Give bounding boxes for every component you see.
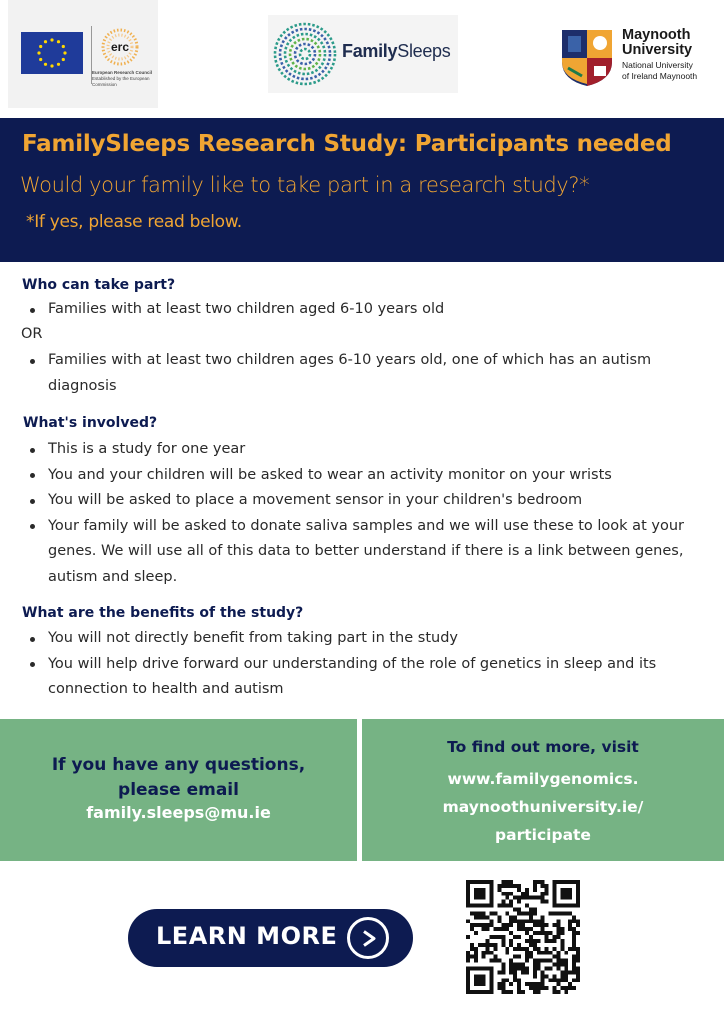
page-note: *If yes, please read below. bbox=[26, 212, 242, 232]
url-line2: maynoothuniversity.ie/ bbox=[442, 798, 644, 816]
list-item: You will help drive forward our understanding of the role of genetics in sleep and its connection to health and autism bbox=[22, 652, 702, 703]
eligibility-list-b bbox=[22, 348, 682, 399]
section-heading-benefits: What are the benefits of the study? bbox=[22, 605, 304, 621]
list-item: This is a study for one year bbox=[22, 437, 702, 463]
maynooth-line1: Maynooth bbox=[622, 27, 691, 43]
familysleeps-name-part1: Family bbox=[342, 41, 398, 61]
benefits-list bbox=[22, 626, 702, 703]
involvement-list bbox=[22, 437, 702, 590]
list-item: Families with at least two children aged 6-10 years old bbox=[22, 297, 702, 323]
familysleeps-logo bbox=[268, 15, 458, 93]
erc-caption-name: European Research Council bbox=[92, 70, 153, 75]
eligibility-list-a bbox=[22, 297, 702, 323]
page-title: FamilySleeps Research Study: Participants needed bbox=[22, 131, 672, 157]
find-out-more-label: To find out more, visit bbox=[447, 738, 639, 756]
erc-mark-text: erc bbox=[110, 40, 130, 54]
eu-flag-icon bbox=[21, 32, 83, 74]
page-subtitle: Would your family like to take part in a research study?* bbox=[20, 173, 590, 197]
crest-icon bbox=[560, 28, 614, 88]
contact-website-box bbox=[362, 719, 724, 861]
questions-line1: If you have any questions, bbox=[51, 755, 306, 775]
email-link[interactable]: family.sleeps@mu.ie bbox=[86, 803, 271, 822]
list-item: You and your children will be asked to wear an activity monitor on your wrists bbox=[22, 463, 702, 489]
maynooth-line3: National University bbox=[622, 60, 693, 70]
header-banner bbox=[0, 118, 724, 262]
erc-mark bbox=[100, 27, 140, 67]
maynooth-line2: University bbox=[622, 42, 693, 58]
learn-more-button[interactable] bbox=[128, 909, 413, 967]
chevron-right-circle-icon bbox=[347, 917, 389, 959]
questions-line2: please email bbox=[118, 780, 239, 800]
list-item: Families with at least two children ages 6-10 years old, one of which has an autism diagnosis bbox=[22, 348, 682, 399]
familysleeps-name bbox=[342, 41, 450, 62]
website-link[interactable] bbox=[362, 765, 724, 849]
list-item: You will be asked to place a movement sensor in your children's bedroom bbox=[22, 488, 702, 514]
url-line1: www.familygenomics. bbox=[447, 770, 639, 788]
qr-code[interactable] bbox=[466, 880, 580, 994]
list-item: Your family will be asked to donate saliva samples and we will use these to look at your genes. We will use all of this data to better understand if there is a link between genes, autism and sleep. bbox=[22, 514, 702, 591]
url-line3: participate bbox=[495, 826, 591, 844]
or-separator: OR bbox=[21, 326, 43, 342]
section-heading-who: Who can take part? bbox=[22, 277, 176, 293]
maynooth-wordmark bbox=[622, 28, 697, 81]
section-heading-involved: What's involved? bbox=[23, 415, 158, 431]
maynooth-line4: of Ireland Maynooth bbox=[622, 70, 698, 81]
spiral-icon bbox=[272, 21, 338, 87]
list-item: You will not directly benefit from taking part in the study bbox=[22, 626, 702, 652]
erc-caption bbox=[92, 70, 156, 88]
erc-caption-tagline: Established by the European Commission bbox=[92, 76, 150, 87]
erc-logo bbox=[8, 0, 158, 108]
familysleeps-name-part2: Sleeps bbox=[397, 41, 451, 61]
contact-email-box bbox=[0, 719, 357, 861]
learn-more-label: LEARN MORE bbox=[156, 922, 338, 950]
logo-bar bbox=[0, 0, 724, 118]
maynooth-logo bbox=[560, 28, 710, 90]
questions-text bbox=[0, 753, 357, 803]
